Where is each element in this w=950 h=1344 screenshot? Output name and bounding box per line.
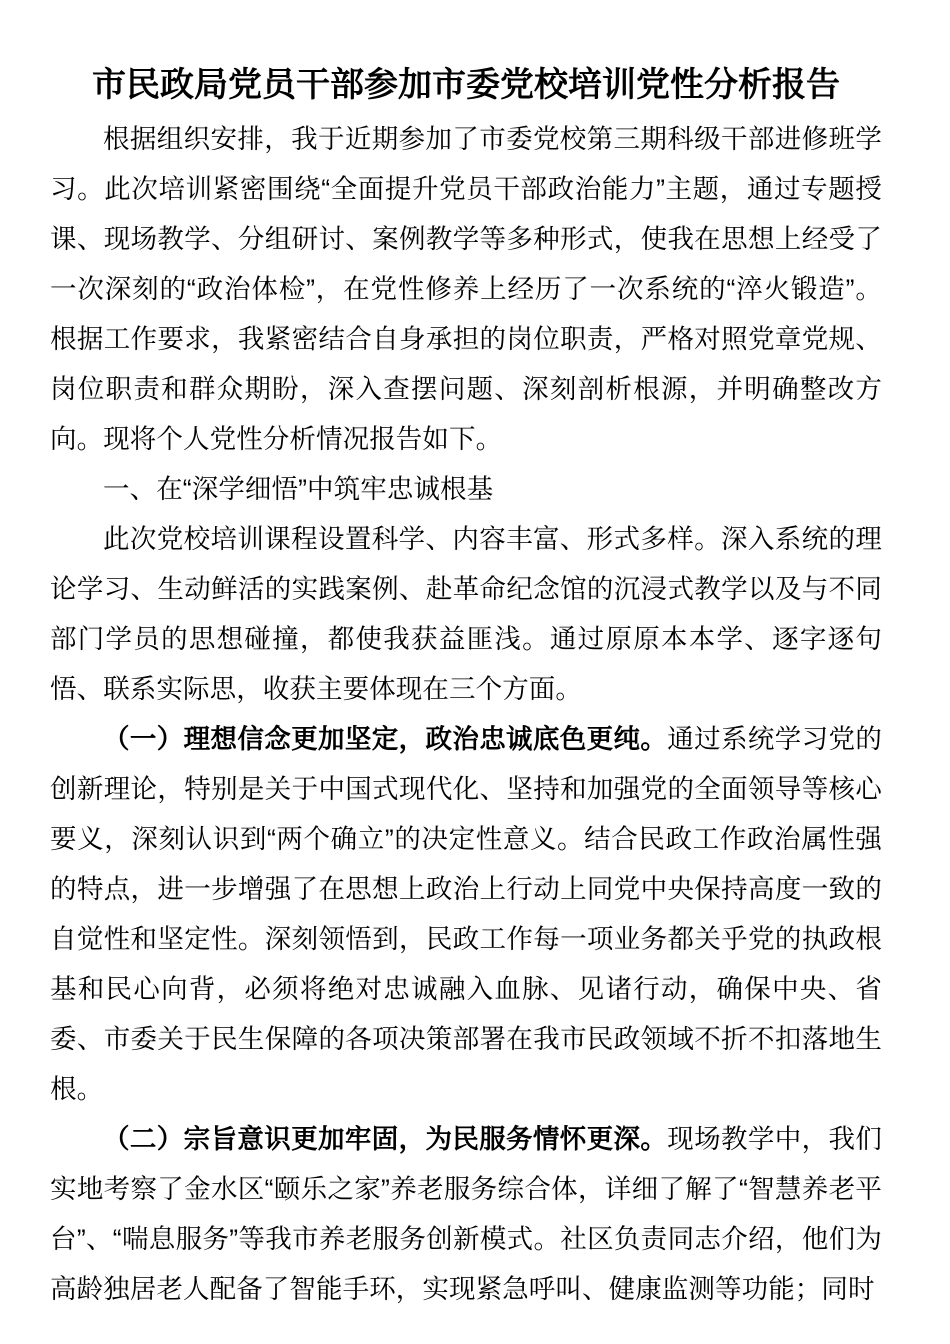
subsection-one-lead: （一）理想信念更加坚定，政治忠诚底色更纯。 [103,724,668,754]
paragraph-section-one-intro: 此次党校培训课程设置科学、内容丰富、形式多样。深入系统的理论学习、生动鲜活的实践案例、赴革命纪念馆的沉浸式教学以及与不同部门学员的思想碰撞，都使我获益匪浅。通过原原本本学、逐字逐句悟、联系实际思，收获主要体现在三个方面。 [50,524,882,704]
subsection-one-body: 通过系统学习党的创新理论，特别是关于中国式现代化、坚持和加强党的全面领导等核心要义，深刻认识到“两个确立”的决定性意义。结合民政工作政治属性强的特点，进一步增强了在思想上政治上行动上同党中央保持高度一致的自觉性和坚定性。深刻领悟到，民政工作每一项业务都关乎党的执政根基和民心向背，必须将绝对忠诚融入血脉、见诸行动，确保中央、省委、市委关于民生保障的各项决策部署在我市民政领域不折不扣落地生根。 [50,724,882,1104]
subsection-two-body: 现场教学中，我们实地考察了金水区“颐乐之家”养老服务综合体，详细了解了“智慧养老平台”、“喘息服务”等我市养老服务创新模式。社区负责同志介绍，他们为高龄独居老人配备了智能手环，实现紧急呼叫、健康监测等功能；同时 [50,1124,882,1304]
paragraph-intro: 根据组织安排，我于近期参加了市委党校第三期科级干部进修班学习。此次培训紧密围绕“全面提升党员干部政治能力”主题，通过专题授课、现场教学、分组研讨、案例教学等多种形式，使我在思想上经受了一次深刻的“政治体检”，在党性修养上经历了一次系统的“淬火锻造”。根据工作要求，我紧密结合自身承担的岗位职责，严格对照党章党规、岗位职责和群众期盼，深入查摆问题、深刻剖析根源，并明确整改方向。现将个人党性分析情况报告如下。 [50,124,882,454]
paragraph-subsection-two [50,1114,882,1314]
section-heading-one: 一、在“深学细悟”中筑牢忠诚根基 [103,474,494,504]
subsection-two-lead: （二）宗旨意识更加牢固，为民服务情怀更深。 [103,1124,668,1154]
document-content [50,0,882,1314]
page-title: 市民政局党员干部参加市委党校培训党性分析报告 [92,66,840,104]
paragraph-subsection-one [50,714,882,1114]
